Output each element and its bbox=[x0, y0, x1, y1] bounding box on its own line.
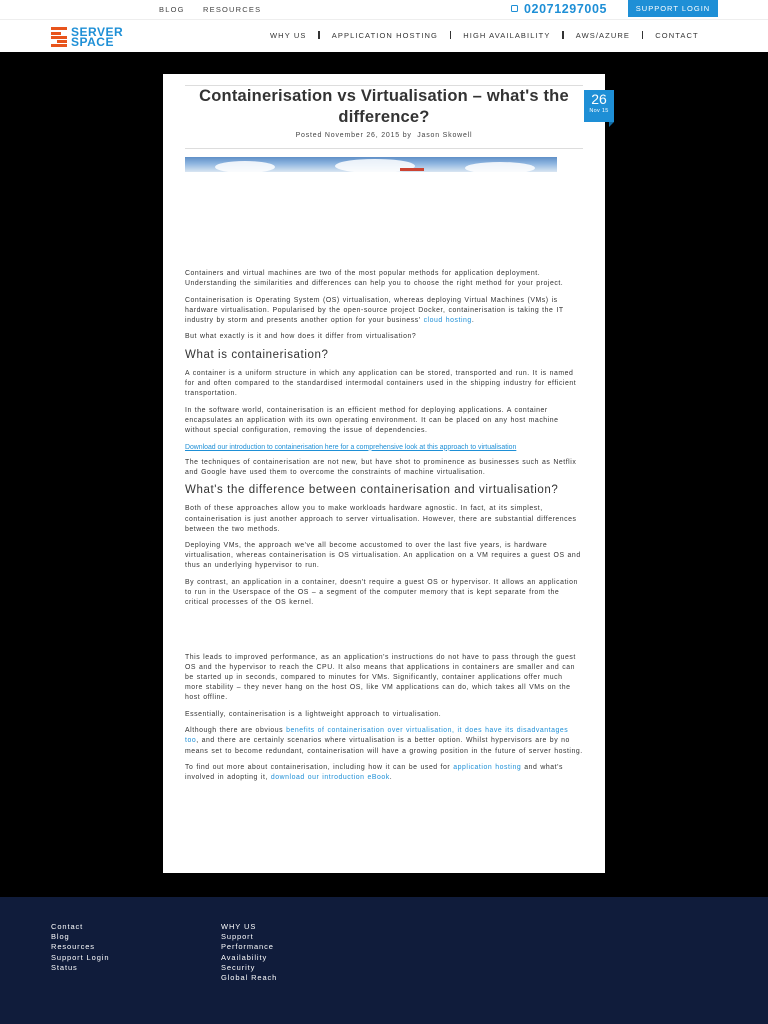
section-heading: What is containerisation? bbox=[185, 349, 329, 362]
support-login-button[interactable]: SUPPORT LOGIN bbox=[628, 0, 718, 17]
spacer bbox=[185, 615, 583, 653]
application-hosting-link[interactable]: application hosting bbox=[453, 764, 522, 772]
hero-image bbox=[185, 157, 557, 172]
paragraph: Both of these approaches allow you to make workloads hardware agnostic. In fact, at its simplest, containerisation is just another approach to server virtualisation. However, there are substantial differences between the two methods. bbox=[185, 505, 577, 533]
server-space-logo[interactable] bbox=[51, 27, 171, 47]
article-body bbox=[185, 269, 583, 790]
date-badge bbox=[584, 90, 614, 122]
footer-why-us-link[interactable]: WHY US bbox=[221, 922, 257, 931]
logo-text-server: SERVER bbox=[71, 25, 124, 39]
nav-aws-azure[interactable]: AWS/AZURE bbox=[575, 31, 630, 40]
post-meta bbox=[185, 132, 583, 139]
footer-security-link[interactable]: Security bbox=[221, 962, 256, 972]
footer-performance-link[interactable]: Performance bbox=[221, 942, 274, 952]
footer-status-link[interactable]: Status bbox=[51, 962, 78, 972]
paragraph bbox=[185, 443, 583, 453]
container-ship-mast bbox=[400, 168, 424, 171]
nav-divider bbox=[562, 31, 563, 39]
footer-contact-link[interactable]: Contact bbox=[51, 922, 84, 931]
paragraph: By contrast, an application in a container, doesn't require a guest OS or hypervisor. It allows an application to run in the Userspace of the OS – a segment of the computer memory that is kept separate from the critical processes of the OS kernel. bbox=[185, 578, 578, 607]
phone-icon bbox=[511, 5, 518, 12]
paragraph: Containers and virtual machines are two of the most popular methods for application deployment. Understanding the similarities and differences can help you to choose the right method for your project. bbox=[185, 270, 564, 288]
footer-column-why-us bbox=[221, 922, 277, 983]
paragraph: This leads to improved performance, as an application's instructions do not have to pass through the guest OS and the hypervisor to reach the CPU. It also means that applications in containers are smaller and can be started up in seconds, compared to minutes for VMs. Significantly, container applications offer much more stability – they never hang on the host OS, like VM applications can do, which takes all VMs on the host offline. bbox=[185, 653, 576, 702]
nav-contact[interactable]: CONTACT bbox=[655, 31, 699, 40]
top-bar bbox=[0, 0, 768, 19]
download-ebook-link[interactable]: download our introduction eBook bbox=[270, 774, 390, 782]
footer-availability-link[interactable]: Availability bbox=[221, 952, 268, 962]
download-intro-link[interactable]: Download our introduction to containerisation here for a comprehensive look at this approach to virtualisation bbox=[185, 443, 517, 451]
article-title: Containerisation vs Virtualisation – what's the difference? bbox=[199, 87, 569, 126]
footer-global-reach-link[interactable]: Global Reach bbox=[221, 973, 278, 983]
footer-support-login-link[interactable]: Support Login bbox=[51, 952, 110, 962]
blog-link[interactable]: BLOG bbox=[159, 5, 185, 14]
site-header bbox=[0, 19, 768, 52]
logo-text-space: SPACE bbox=[71, 35, 114, 49]
nav-application-hosting[interactable]: APPLICATION HOSTING bbox=[331, 31, 438, 40]
resources-link[interactable]: RESOURCES bbox=[203, 5, 262, 14]
paragraph: Although there are obvious benefits of containerisation over virtualisation, it does have its disadvantages too, and there are certainly scenarios where virtualisation is a better option. Whilst hypervisors are by no means set to become redundant, containerisation will have a growing position in the future of server hosting. bbox=[185, 727, 583, 755]
date-month: Nov 15 bbox=[589, 108, 609, 114]
benefits-link[interactable]: benefits of containerisation over virtualisation, it does have its disadvantages too bbox=[185, 727, 569, 745]
article-card bbox=[163, 74, 609, 873]
cloud-hosting-link[interactable]: cloud hosting bbox=[423, 316, 472, 324]
site-footer bbox=[0, 897, 768, 1024]
main-nav bbox=[270, 31, 699, 40]
paragraph: A container is a uniform structure in which any application can be stored, transported and run. It is named for and often compared to the standardised intermodal containers used in the shipping industry for efficient transportation. bbox=[185, 370, 577, 398]
author-link[interactable]: Jason Skowell bbox=[417, 132, 473, 139]
nav-high-availability[interactable]: HIGH AVAILABILITY bbox=[463, 31, 551, 40]
nav-why-us[interactable]: WHY US bbox=[270, 31, 307, 40]
nav-divider bbox=[450, 31, 451, 39]
paragraph: Containerisation is Operating System (OS) virtualisation, whereas deploying Virtual Machines (VMs) is hardware virtualisation. Popularised by the open-source project Docker, containerisation is taking the IT industry by storm and presents another option for your business' cloud hosting. bbox=[185, 296, 564, 324]
phone-link[interactable] bbox=[511, 2, 607, 16]
paragraph: Essentially, containerisation is a lightweight approach to virtualisation. bbox=[185, 710, 442, 718]
paragraph: In the software world, containerisation is an efficient method for deploying applications. A container encapsulates an application with its own operating environment. It can be placed on any host machine without special configuration, removing the issue of dependencies. bbox=[185, 406, 559, 435]
footer-support-link[interactable]: Support bbox=[221, 932, 254, 942]
date-day: 26 bbox=[591, 91, 607, 107]
meta-bottom-rule bbox=[185, 148, 583, 149]
paragraph: To find out more about containerisation, including how it can be used for application hosting and what's involved in adopting it, download our introduction eBook. bbox=[185, 764, 563, 782]
nav-divider bbox=[642, 31, 643, 39]
nav-divider bbox=[318, 31, 319, 39]
posted-date: Posted November 26, 2015 by bbox=[295, 132, 412, 139]
paragraph: Deploying VMs, the approach we've all become accustomed to over the last five years, is hardware virtualisation, whereas containerisation is OS virtualisation. An application on a VM requires a guest OS and thus an underlying hypervisor to run. bbox=[185, 542, 581, 570]
footer-column-links bbox=[51, 922, 109, 973]
phone-number: 02071297005 bbox=[524, 2, 608, 16]
paragraph: But what exactly is it and how does it differ from virtualisation? bbox=[185, 333, 417, 341]
paragraph: The techniques of containerisation are not new, but have shot to prominence as businesses such as Netflix and Google have used them to overcome the constraints of machine virtualisation. bbox=[185, 458, 577, 476]
logo-mark-icon bbox=[51, 27, 67, 47]
footer-resources-link[interactable]: Resources bbox=[51, 942, 95, 952]
footer-blog-link[interactable]: Blog bbox=[51, 932, 70, 942]
section-heading: What's the difference between containerisation and virtualisation? bbox=[185, 484, 559, 497]
